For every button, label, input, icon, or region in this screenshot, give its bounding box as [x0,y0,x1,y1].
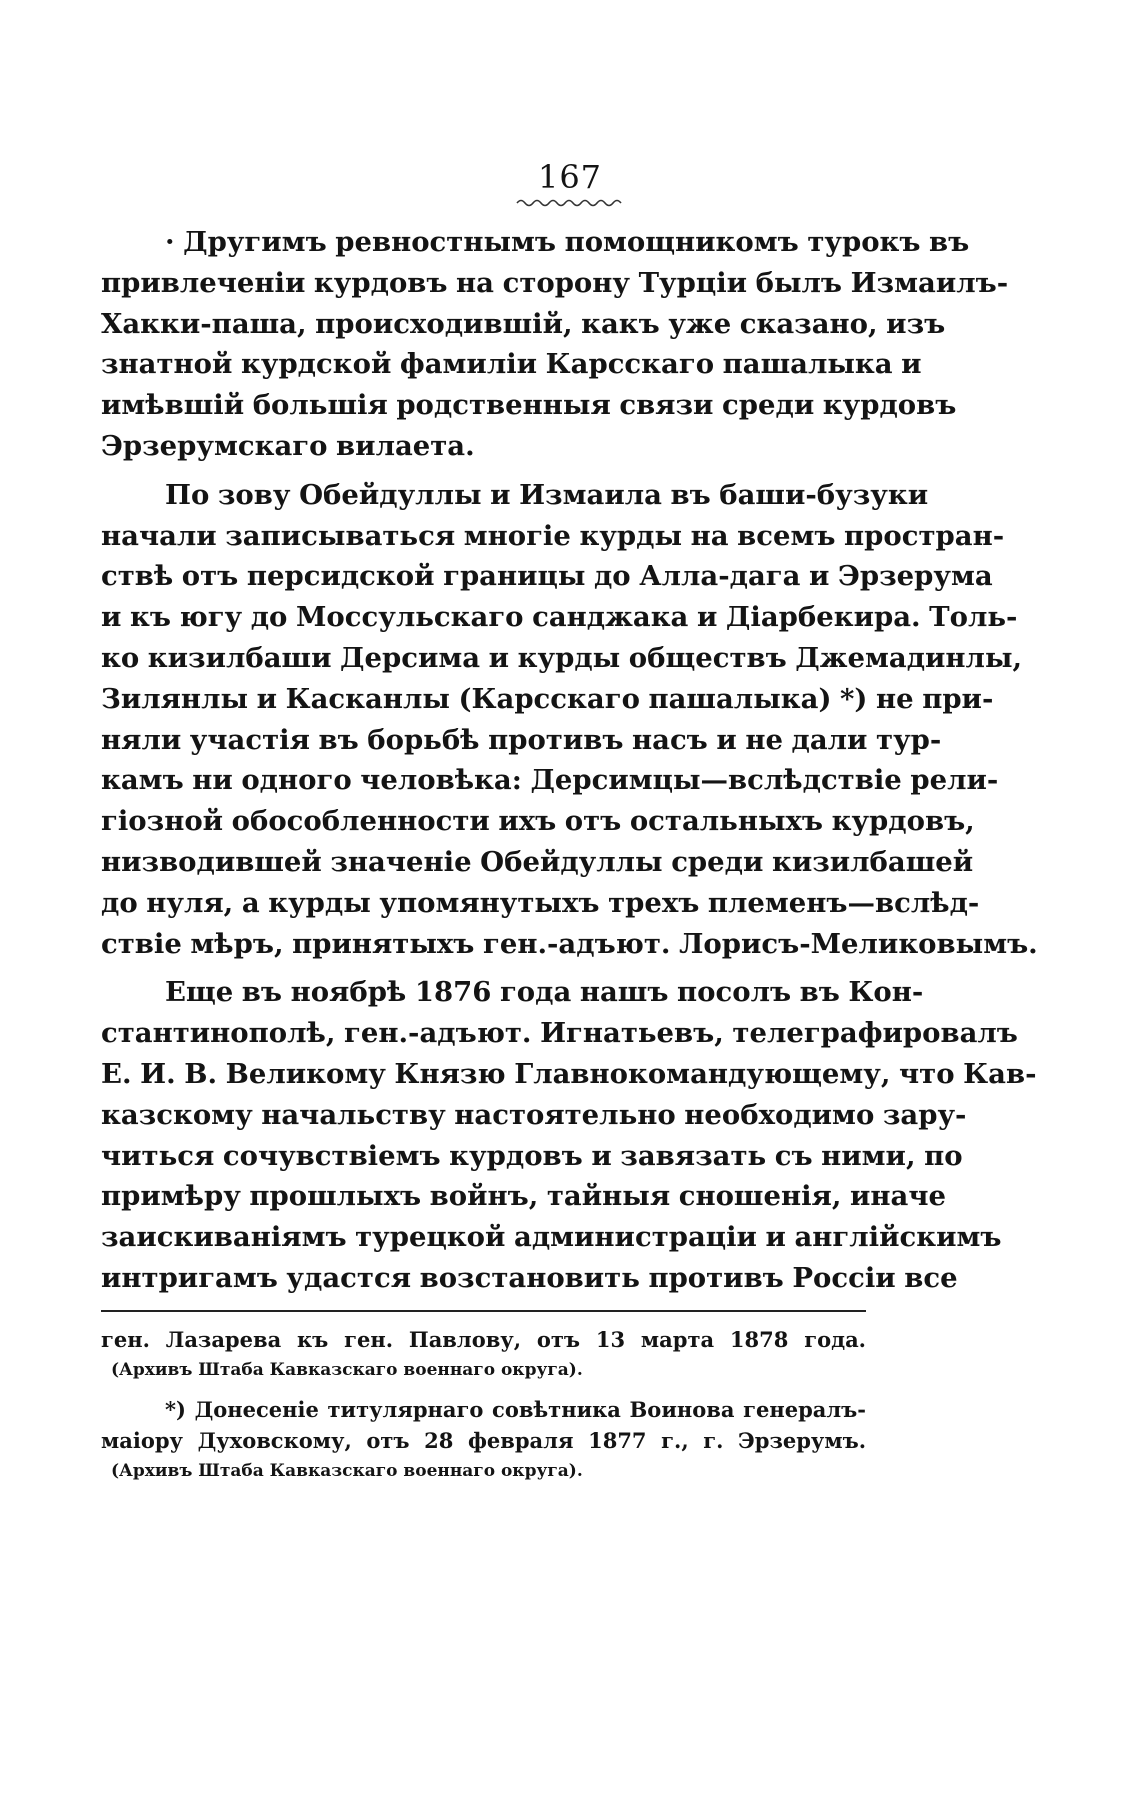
text-line: начали записываться многіе курды на всемъ простран- [101,519,1005,552]
text-line: читься сочувствіемъ курдовъ и завязать съ ними, по [101,1139,963,1172]
text-line: до нуля, а курды упомянутыхъ трехъ племенъ—вслѣд- [101,886,980,919]
footnote-source: (Архивъ Штаба Кавказскаго военнаго округа). [111,1461,583,1481]
footnote-line: *) Донесеніе титулярнаго совѣтника Воинова генералъ- [165,1397,866,1422]
text-line: казскому начальству настоятельно необходимо зару- [101,1098,967,1131]
text-line: ствіе мѣръ, принятыхъ ген.-адъют. Лорисъ-Меликовымъ. [101,927,1038,960]
text-line: Эрзерумскаго вилаета. [101,429,475,462]
text-line: привлеченіи курдовъ на сторону Турціи былъ Измаилъ- [101,266,1009,299]
text-line: имѣвшій большія родственныя связи среди курдовъ [101,389,957,422]
text-line: няли участія въ борьбѣ противъ насъ и не дали тур- [101,723,942,756]
text-line: знатной курдской фамиліи Карсскаго пашалыка и [101,348,922,381]
footnotes [101,1324,866,1487]
text-line: интригамъ удастся возстановить противъ Россіи все [101,1261,958,1294]
text-line: ко кизилбаши Дерсима и курды обществъ Джемадинлы, [101,641,1023,674]
text-line: ствѣ отъ персидской границы до Алла-дага и Эрзерума [101,560,993,593]
footnote-line: ген. Лазарева къ ген. Павлову, отъ 13 марта 1878 года. [101,1327,866,1352]
text-line: камъ ни одного человѣка: Дерсимцы—вслѣдствіе рели- [101,764,999,797]
main-text [101,222,1038,1299]
wavy-line-ornament [515,196,625,210]
text-line: низводившей значеніе Обейдуллы среди кизилбашей [101,845,974,878]
page-number: 167 [537,158,603,196]
text-line: По зову Обейдуллы и Измаила въ баши-бузуки [165,478,929,511]
footnote-line: маіору Духовскому, отъ 28 февраля 1877 г., г. Эрзерумъ. [101,1428,866,1453]
text-line: Зилянлы и Касканлы (Карсскаго пашалыка) *) не при- [101,682,994,715]
footnote-separator [101,1310,866,1312]
text-line: Еще въ ноябрѣ 1876 года нашъ посолъ въ Кон- [165,976,924,1009]
text-line: примѣру прошлыхъ войнъ, тайныя сношенія, иначе [101,1180,946,1213]
text-line: и къ югу до Моссульскаго санджака и Діарбекира. Толь- [101,601,1018,634]
text-line: заискиваніямъ турецкой администраціи и англійскимъ [101,1221,1002,1254]
footnote-source: (Архивъ Штаба Кавказскаго военнаго округа). [111,1360,583,1380]
text-line: Е. И. В. Великому Князю Главнокомандующему, что Кав- [101,1057,1037,1090]
text-line: стантинополѣ, ген.-адъют. Игнатьевъ, телеграфировалъ [101,1017,1018,1050]
text-line: · Другимъ ревностнымъ помощникомъ турокъ въ [165,226,970,258]
page-number-ornament [0,196,1140,210]
text-line: Хакки-паша, происходившій, какъ уже сказано, изъ [101,307,946,340]
text-line: гіозной обособленности ихъ отъ остальныхъ курдовъ, [101,805,975,838]
